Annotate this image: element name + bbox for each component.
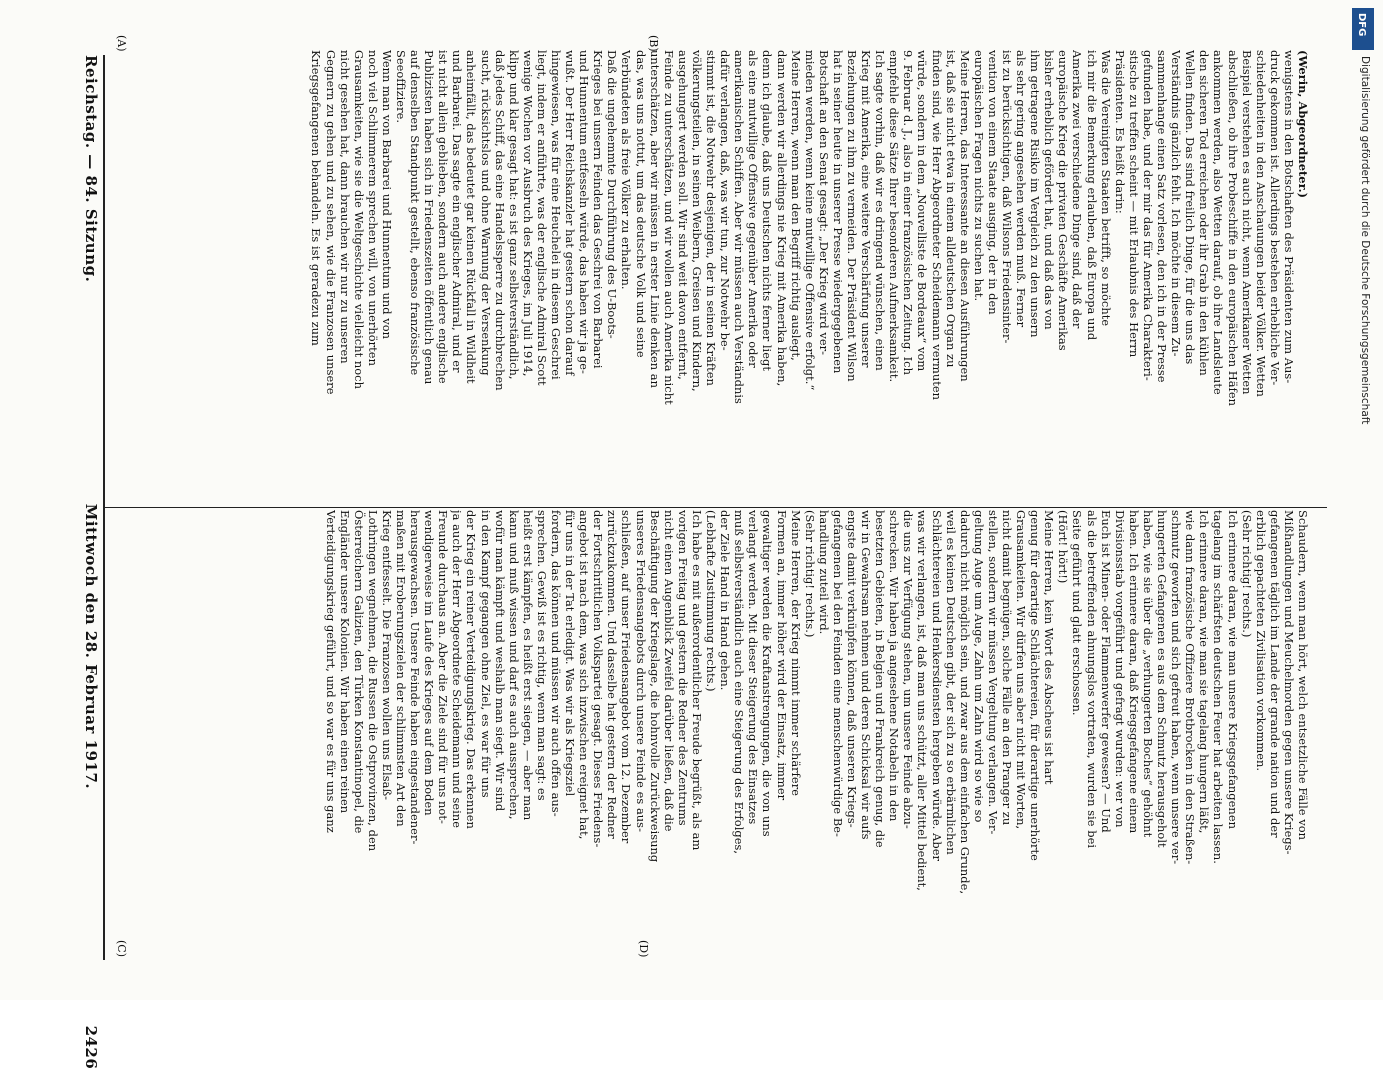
text-line: gefangenen täglich im Lande der grande nation und der xyxy=(1267,510,1282,838)
text-line: besetzten Gebieten, in Belgien und Frankreich genug, die xyxy=(873,510,888,848)
text-line: Meine Herren, der Krieg nimmt immer schärfere xyxy=(788,510,803,796)
text-line: nicht gesehen hat, dann brauchen wir nur zu unseren xyxy=(337,50,352,364)
text-line: Meine Herren, das Interessante an diesen Ausführungen xyxy=(957,50,972,382)
text-line: Verteidigungskrieg geführt, und so war es für uns ganz xyxy=(323,510,338,833)
text-line: noch viel Schlimmerem sprechen will, von unerhörten xyxy=(365,50,380,366)
text-line: Meine Herren, wenn man den Begriff richtig auslegt, xyxy=(788,50,803,361)
margin-mark-a: (A) xyxy=(115,35,128,52)
text-line: Krieges bei unsern Feinden das Geschrei von Barbarei xyxy=(591,50,606,369)
text-line: Präsidenten. Es heißt darin: xyxy=(1112,50,1127,214)
text-line: der Krieg ein reiner Verteidigungskrieg. Das erkennen xyxy=(464,510,479,829)
text-line: Mißhandlungen und Meuchelmorden gegen unsere Kriegs- xyxy=(1281,510,1296,855)
text-line: ist, daß sie nicht etwa in einem alldeutschen Organ zu xyxy=(943,50,958,368)
text-line: wie dann französische Offiziere Brotbrocken in den Straßen- xyxy=(1183,510,1198,865)
text-line: Seite geführt und glatt erschossen. xyxy=(1070,510,1085,716)
text-line: Gegnern zu gehen und zu sehen, wie die Franzosen unsere xyxy=(323,50,338,395)
text-line: engste damit verknüpfen können, daß unseren Kriegs- xyxy=(845,510,859,828)
text-line: Beziehungen zu ihm zu vermeiden. Der Präsident Wilson xyxy=(845,50,859,382)
column-left xyxy=(85,50,1310,500)
text-line: in den Kampf gegangen ohne Ziel, es war für uns xyxy=(478,510,493,798)
text-line: was wir verlangen, ist, daß man uns schützt, aller Mittel bedient, xyxy=(915,510,930,891)
text-line: Wenn man von Barbarei und Hunnentum und von xyxy=(379,50,394,340)
text-line: den sicheren Tod erreichen oder ihr Grab in den kühlen xyxy=(1197,50,1212,376)
text-line: Euch ist Minen- oder Flammenwerfer gewesen? — Und xyxy=(1098,510,1113,833)
text-line: verlangt werden. Mit dieser Steigerung des Einsatzes xyxy=(746,510,761,825)
text-line: Verbündeten als freie Völker zu erhalten. xyxy=(619,50,634,290)
text-line: Grausamkeiten, wie sie die Weltgeschichte vielleicht noch xyxy=(351,50,366,389)
text-line: Krieg entfesselt. Die Franzosen wollen uns Elsaß- xyxy=(379,510,394,801)
speaker-note: (Werin, Abgeordneter.) xyxy=(1296,50,1310,199)
text-line: denn ich glaube, daß uns Deutschen nichts ferner liegt xyxy=(760,50,775,372)
text-line: angebot ist nach dem, was sich inzwischen ereignet hat, xyxy=(577,510,592,840)
text-line: haben. Ich erinnere daran, daß Kriegsgefangene einem xyxy=(1126,510,1141,834)
text-line: hat in seiner heute in unserer Presse wiedergegebenen xyxy=(830,50,845,374)
text-line: und Hunnentum entfesseln würde, das haben wir ja ge- xyxy=(577,50,592,374)
text-line: sprechen. Gewiß ist es richtig, wenn man sagt: es xyxy=(534,510,549,801)
text-line: für uns in der Tat erledigt. Was wir als Kriegsziel xyxy=(563,510,578,797)
text-line: Formen an, immer höher wird der Einsatz, immer xyxy=(774,510,789,801)
text-line: zurückzukommen. Und dasselbe hat gestern der Redner xyxy=(605,510,620,839)
margin-mark-d: (D) xyxy=(637,940,650,958)
margin-mark-b: (B) xyxy=(647,35,660,52)
text-line: ausgehungert werden soll. Wir sind weit davon entfernt, xyxy=(675,50,690,380)
text-line: amerikanischen Schiffen. Aber wir müssen auch Verständnis xyxy=(732,50,747,404)
text-line: der Ziele Hand in Hand gehen. xyxy=(718,510,733,691)
text-line: ihm getragene Risiko im Vergleich zu den unsern xyxy=(1028,50,1043,338)
text-line: schrecken. Wir haben ja angesehene Notabeln in den xyxy=(887,510,902,822)
text-line: anheimfällt, das bedeutet gar keinen Rückfall in Wildheit xyxy=(464,50,479,384)
text-line: Was die Vereinigten Staaten betrifft, so möchte xyxy=(1098,50,1113,327)
text-line: Beispiel verstehen es auch nicht, wenn Amerikaner Wetten xyxy=(1239,50,1254,395)
text-line: hingewiesen, was für eine Heuchelei in diesem Geschrei xyxy=(549,50,564,380)
text-line: muß selbstverständlich auch eine Steigerung des Erfolges, xyxy=(732,510,747,855)
text-line: Seeoffiziere. xyxy=(394,50,408,124)
text-line: Meine Herren, kein Wort des Abscheus ist hart xyxy=(1042,510,1057,785)
text-line: wir in Gewahrsam nehmen und deren Schicksal wir aufs xyxy=(859,510,874,840)
dfg-logo-text: DFG xyxy=(1356,13,1367,37)
text-line: finden sind, wie Herr Abgeordneter Scheidemann vermuten xyxy=(929,50,944,401)
text-line: ist nicht allein geblieben, sondern auch andere englische xyxy=(436,50,451,384)
margin-mark-c: (C) xyxy=(115,940,128,957)
text-line: tagelang im schärfsten deutschen Feuer hat arbeiten lassen. xyxy=(1211,510,1226,864)
text-line: (Sehr richtig! rechts.) xyxy=(802,510,817,638)
text-line: heißt erst kämpfen, es heißt erst siegen, — aber man xyxy=(520,510,535,821)
text-line: der Fortschrittlichen Volkspartei gesagt. Dieses Friedens- xyxy=(591,510,606,848)
text-line: ja auch der Herr Abgeordnete Scheidemann und seine xyxy=(450,510,465,829)
text-line: sucht, rücksichtslos und ohne Warnung der Versenkung xyxy=(478,50,493,376)
text-line: gefangenen bei den Feinden eine menschenwürdige Be- xyxy=(830,510,845,837)
text-line: Lothringen wegnehmen, die Russen die Ostprovinzen, den xyxy=(365,510,380,852)
text-line: hungerten Gefangenen es aus dem Schmutz herausgeholt xyxy=(1155,510,1170,848)
text-line: maßen mit Eroberungszielen der schlimmsten Art den xyxy=(394,510,408,827)
text-line: dafür verlangen, daß, was wir tun, zur Notwehr be- xyxy=(718,50,733,351)
text-line: Ich erinnere daran, wie man sie tagelang hungern läßt, xyxy=(1197,510,1212,834)
text-line: Beschäftigung der Kriegslage, die hohnvolle Zurückweisung xyxy=(647,510,662,863)
text-line: Kriegsgefangenen behandeln. Es ist geradezu zum xyxy=(309,50,324,346)
text-line: nicht einen Augenblick Zweifel darüber ließen, daß die xyxy=(661,510,676,832)
text-line: bisher erheblich gefördert hat, und daß das von xyxy=(1042,50,1057,330)
text-line: dadurch nicht möglich sein, und zwar aus dem einfachen Grunde, xyxy=(957,510,972,895)
text-line: vorigen Freitag und gestern die Redner des Zentrums xyxy=(675,510,690,826)
text-line: als eine mutwillige Offensive gegenüber Amerika oder xyxy=(746,50,761,368)
text-line: empfehle diese Sätze Ihrer besonderen Aufmerksamkeit. xyxy=(887,50,902,383)
text-line: daß jedes Schiff, das eine Handelssperre zu durchbrechen xyxy=(492,50,507,391)
text-line: wofür man kämpft und weshalb man siegt. Wir sind xyxy=(492,510,507,812)
text-line: kann und muß wissen und darf es auch aussprechen, xyxy=(506,510,521,820)
text-line: dann werden wir allerdings nie Krieg mit Amerika haben, xyxy=(774,50,789,387)
text-line: klipp und klar gesagt hat: es ist ganz selbstverständlich, xyxy=(506,50,521,380)
text-line: wußt. Der Herr Reichskanzler hat gestern schon darauf xyxy=(563,50,578,376)
dfg-logo xyxy=(1352,8,1374,50)
text-line: Daß die ungehemmte Durchführung des U-Boots- xyxy=(605,50,620,339)
text-line: fordern, das können und müssen wir auch offen aus- xyxy=(549,510,564,817)
text-line: handlung zuteil wird. xyxy=(816,510,831,635)
text-line: Botschaft an den Senat gesagt: „Der Krieg wird ver- xyxy=(816,50,831,356)
text-line: Divisionsstab vorgeführt und gefragt wurden: wer von xyxy=(1112,510,1127,828)
text-line: würde, sondern in dem „Nouvelliste de Bordeaux“ vom xyxy=(915,50,930,372)
text-line: Feinde zu unterschätzen, und wir wollen auch Amerika nicht xyxy=(661,50,676,405)
rotated-page xyxy=(70,35,1360,1069)
text-line: die uns zur Verfügung stehen, um unsere Feinde abzu- xyxy=(901,510,916,829)
text-line: europäischen Fragen nichts zu suchen hat. xyxy=(971,50,986,302)
text-line: stimmt ist, die Notwehr desjenigen, der in seinen Kräften xyxy=(704,50,719,386)
text-line: ich mir die Bemerkung erlauben, daß Europa und xyxy=(1084,50,1099,341)
column-right xyxy=(85,510,1310,960)
text-line: (Sehr richtig! rechts.) xyxy=(1239,510,1254,638)
text-line: Amerika zwei verschiedene Dinge sind, daß der xyxy=(1070,50,1085,329)
text-line: Ich habe es mit außerordentlicher Freude begrüßt, als am xyxy=(689,510,704,851)
text-line: das, was uns nottut, um das deutsche Volk und seine xyxy=(633,50,648,358)
text-line: mieden werden, wenn keine mutwillige Offensive erfolgt.“ xyxy=(802,50,817,391)
text-line: unterschätzen, aber wir müssen in erster Linie denken an xyxy=(647,50,662,389)
text-line: unseres Friedensangebots durch unsere Feinde es aus- xyxy=(633,510,648,832)
text-line: Schaudern, wenn man hört, welch entsetzliche Fälle von xyxy=(1296,510,1310,841)
text-line: (Lebhafte Zustimmung rechts.) xyxy=(704,510,719,692)
text-line: Österreichern Galizien, den Türken Konstantinopel, die xyxy=(351,510,366,834)
text-line: 9. Februar d. J., also in einer französischen Zeitung. Ich xyxy=(901,50,916,375)
text-line: Wellen finden. Das sind freilich Dinge, für die uns das xyxy=(1183,50,1198,365)
text-line: weil es keinen Deutschen gibt, der sich zu so erbärmlichen xyxy=(943,510,958,855)
header-center: Mittwoch den 28. Februar 1917. xyxy=(82,503,100,790)
text-line: (Hört! hört!) xyxy=(1056,510,1071,584)
digitization-credit: Digitalisierung gefördert durch die Deutsche Forschungsgemeinschaft xyxy=(1359,56,1371,425)
header-left: Reichstag. — 84. Sitzung. xyxy=(82,55,100,283)
header-page-number: 2426 xyxy=(82,1025,100,1069)
text-line: abschließen, ob ihre Probeschiffe in den europäischen Häfen xyxy=(1225,50,1240,407)
text-line: Schlächtereien und Henkersdiensten hergeben würde. Aber xyxy=(929,510,944,861)
text-line: Grausamkeiten. Wir dürfen uns aber nicht mit Worten, xyxy=(1014,510,1029,830)
text-line: völkerungsteilen, in seinen Weibern, Greisen und Kindern, xyxy=(689,50,704,392)
text-line: vention von einem Staate ausging, der in den xyxy=(985,50,1000,315)
column-divider xyxy=(105,507,1327,508)
text-line: als die betreffenden ahnungslos vortraten, wurden sie bei xyxy=(1084,510,1099,849)
text-line: schmutz geworfen und sich gefreut haben, wenn unsere ver- xyxy=(1169,510,1184,865)
text-line: ist zu berücksichtigen, daß Wilsons Friedensinter- xyxy=(1000,50,1015,344)
text-line: liegt, indem er anführte, was der englische Admiral Scott xyxy=(534,50,549,386)
text-line: Ich sagte vorhin, daß wir es dringend wünschen, einen xyxy=(873,50,888,371)
text-line: wenigstens in den Botschaften des Präsidenten zum Aus- xyxy=(1281,50,1296,384)
text-line: gewaltiger werden die Kraftanstrengungen, die von uns xyxy=(760,510,775,837)
text-line: stische zu treffen scheint — mit Erlaubnis des Herrn xyxy=(1126,50,1141,358)
text-line: sammenhange einen Satz vorlesen, den ich in der Presse xyxy=(1155,50,1170,383)
text-line: druck gekommen ist. Allerdings bestehen erhebliche Ver- xyxy=(1267,50,1282,386)
text-line: auf denselben Standpunkt gestellt, ebenso französische xyxy=(408,50,423,376)
text-line: Publizisten haben sich in Friedenszeiten öffentlich genau xyxy=(422,50,437,385)
text-line: schließen, auf unser Friedensangebot vom 12. Dezember xyxy=(619,510,634,844)
text-line: nicht damit begnügen, solche Fälle an den Pranger zu xyxy=(1000,510,1015,826)
text-line: geltung Auge um Auge, Zahn um Zahn wird so wie so xyxy=(971,510,986,823)
text-line: europäische Krieg die privaten Geschäfte Amerikas xyxy=(1056,50,1071,351)
text-line: gefunden habe, und der mir das für Amerika Charakteri- xyxy=(1140,50,1155,381)
text-line: genug für derartige Schlächtereien, für derartige unerhörte xyxy=(1028,510,1043,861)
text-line: schiedenheiten in den Anschauungen beider Völker. Wetten xyxy=(1253,50,1268,397)
text-line: stellen, sondern wir müssen Vergeltung verlangen. Ver- xyxy=(985,510,1000,835)
text-line: Ich erinnere daran, wie man unsere Kriegsgefangenen xyxy=(1225,510,1240,829)
text-line: wendigerweise im Laufe des Krieges auf dem Boden xyxy=(422,510,437,816)
text-line: haben, wie sie über die „verhungerten Boches“ gehöhnt xyxy=(1140,510,1155,838)
text-line: wenige Wochen vor Ausbruch des Krieges, im Juli 1914, xyxy=(520,50,535,377)
text-line: als sehr gering angesehen werden muß. Ferner xyxy=(1014,50,1029,328)
text-line: Freunde durchaus an. Aber die Ziele sind für uns not- xyxy=(436,510,451,824)
text-line: Verständnis gänzlich fehlt. Ich möchte in diesem Zu- xyxy=(1169,50,1184,357)
text-line: erblich gepachteten Zivilisation vorkommen. xyxy=(1253,510,1268,772)
text-line: Krieg mit Amerika, eine weitere Verschärfung unserer xyxy=(859,50,874,368)
text-line: ankommen werden, also Wetten darauf, ob ihre Landsleute xyxy=(1211,50,1226,395)
text-line: Engländer unsere Kolonien. Wir haben einen reinen xyxy=(337,510,352,814)
text-line: herausgewachsen. Unsere Feinde haben eingestandener- xyxy=(408,510,423,845)
text-line: und Barbarei. Das sagte ein englischer Admiral, und er xyxy=(450,50,465,373)
